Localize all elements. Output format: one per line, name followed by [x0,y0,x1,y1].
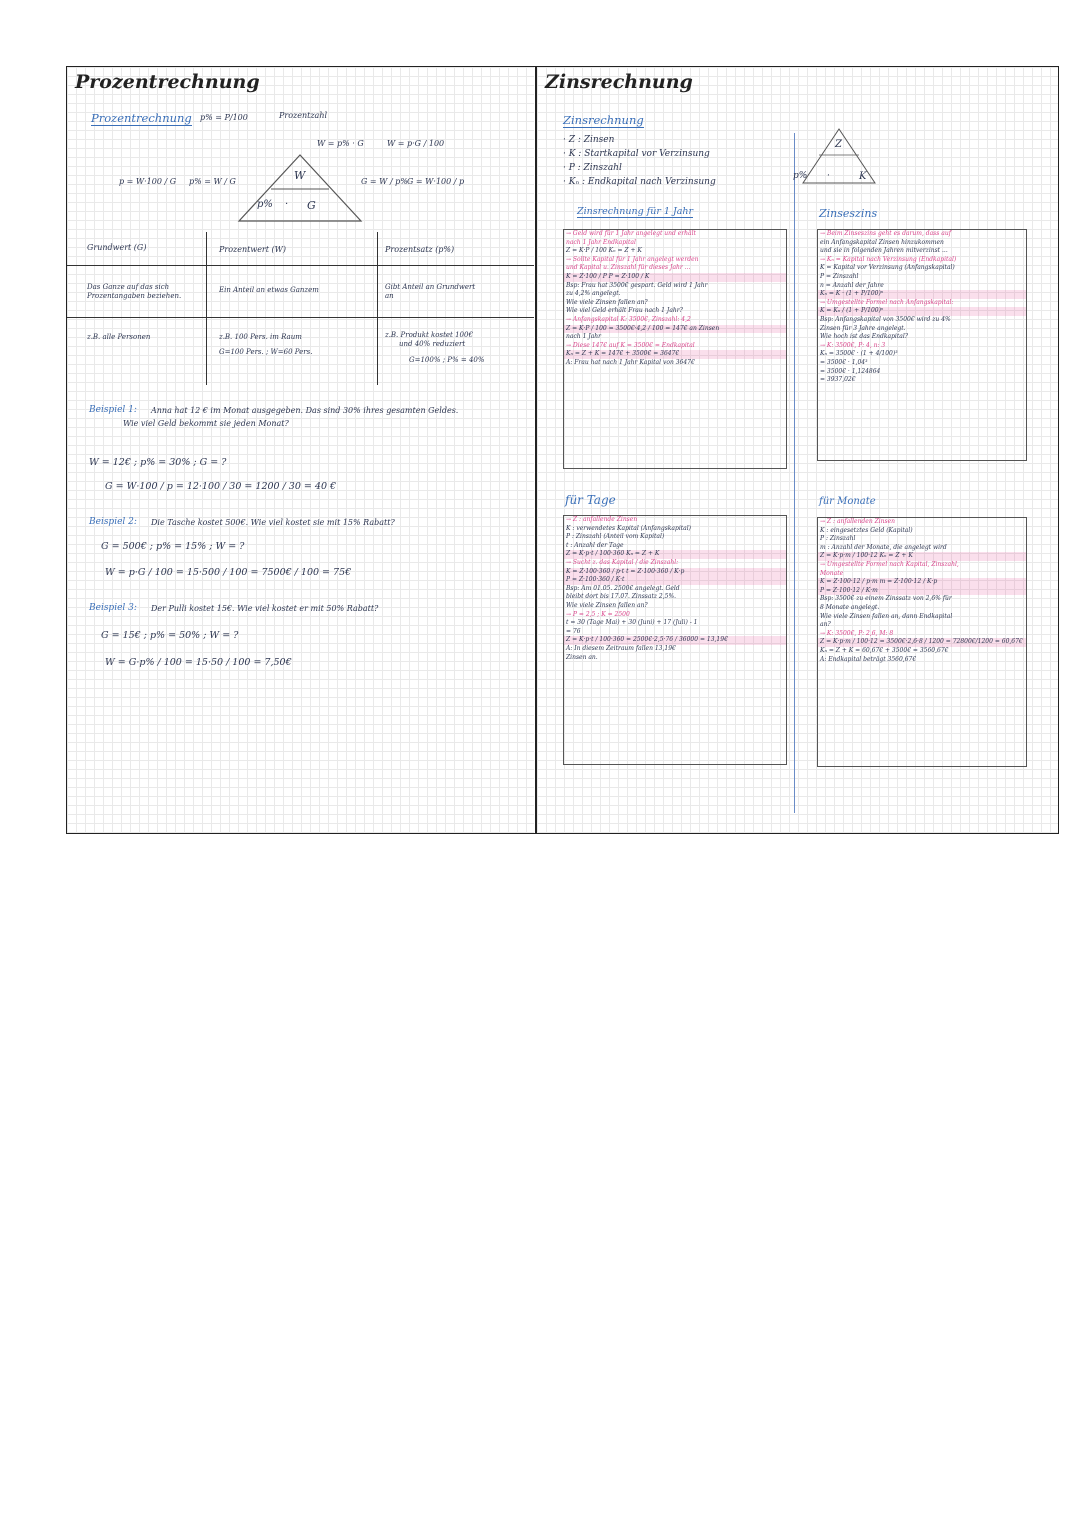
compound-heading: Zinseszins [819,207,878,220]
days-notes: → Z : anfallende Zinsen K : verwendetes Kapital (Anfangskapital) P : Zinszahl (Anteil vom Kapital) t : Anzahl der Tage Z = K·p·t / 100·360 Kₙ = Z + K → Sucht z. das Kapital / die Zinszahl: K = Z·100·360 / p·t t = Z·100·360 / K·p P = Z·100·360 / K·t Bsp: Am 01.05. 2500€ angelegt. Geld bleibt dort bis 17.07. Zinssatz 2,5%. Wie viele Zinsen fallen an? → P = 2,5 ; K = 2500 t = 30 (Tage Mai) + 30 (Juni) + 17 (Juli) - 1 = 76 Z = K·p·t / 100·360 = 2500€·2,5·76 / 36000 = 13,19€ A: In diesem Zeitraum fallen 13,19€ Zinsen an. [563,515,787,765]
table-cell: Gibt Anteil an Grundwert an [385,283,476,301]
page-title-percent: Prozentrechnung [75,71,260,93]
months-heading: für Monate [819,496,876,507]
days-heading: für Tage [565,493,616,507]
table-cell: z.B. Produkt kostet 100€ und 40% reduziert G=100% ; P% = 40% [385,331,485,364]
left-page-percent [67,67,534,833]
table-cell: Ein Anteil an etwas Ganzem [219,286,319,294]
compound-notes: → Beim Zinseszins geht es darum, dass auf ein Anfangskapital Zinsen hinzukommen und sie in folgenden Jahren mitverzinst ... → Kₙ = Kapital nach Verzinsung (Endkapital) K = Kapital vor Verzinsung (Anfangskapital) P = Zinszahl n = Anzahl der Jahre Kₙ = K · (1 + P/100)ⁿ → Umgestellte Formel nach Anfangskapital: K = Kₙ / (1 + P/100)ⁿ Bsp: Anfangskapital von 3500€ wird zu 4% Zinsen für 3 Jahre angelegt. Wie hoch ist das Endkapital? → K: 3500€, P: 4, n: 3 Kₙ = 3500€ · (1 + 4/100)³ = 3500€ · 1,04³ = 3500€ · 1,124864 = 3937,02€ [817,229,1027,461]
page-title-interest: Zinsrechnung [545,71,693,93]
table-header: Prozentwert (W) [219,245,286,254]
example-calc: W = G·p% / 100 = 15·50 / 100 = 7,50€ [105,657,292,668]
table-cell: z.B. 100 Pers. im Raum G=100 Pers. ; W=60 Pers. [219,333,313,357]
formula-main: p% = P/100 [200,113,248,122]
triangle-dot: · [285,199,289,210]
formula-g: G = W / p% [361,177,408,186]
column-rule [794,133,795,813]
example-title: Beispiel 3: [89,603,137,613]
table-divider [67,265,534,266]
example-text: Anna hat 12 € im Monat ausgegeben. Das sind 30% ihres gesamten Geldes. [151,406,459,415]
definitions-list: · Z : Zinsen · K : Startkapital vor Verzinsung · P : Zinszahl · Kₙ : Endkapital nach Verzinsung [563,135,716,187]
example-given: W = 12€ ; p% = 30% ; G = ? [89,457,227,468]
triangle-g: G [307,199,316,212]
example-title: Beispiel 2: [89,517,137,527]
compound-dot: · [827,171,830,181]
formula-heading: Prozentrechnung [91,111,192,125]
example-given: G = 500€ ; p% = 15% ; W = ? [101,541,245,552]
example-calc: G = W·100 / p = 12·100 / 30 = 1200 / 30 = 40 € [105,481,337,492]
zins-heading: Zinsrechnung [563,113,644,127]
compound-k: K [859,171,867,182]
formula-pct: p% = W / G [189,177,236,186]
formula-triangle [235,151,365,225]
formula-w: W = p% · G [317,139,364,148]
example-text: Die Tasche kostet 500€. Wie viel kostet sie mit 15% Rabatt? [151,518,395,527]
example-text: Wie viel Geld bekommt sie jeden Monat? [123,419,289,428]
table-header: Grundwert (G) [87,243,147,252]
compound-p: p% [793,171,808,181]
table-header: Prozentsatz (p%) [385,245,455,254]
formula-p: p = W·100 / G [119,177,177,186]
triangle-w: W [294,169,306,182]
example-title: Beispiel 1: [89,405,137,415]
compound-z: Z [835,139,842,150]
compound-triangle [799,125,879,187]
example-given: G = 15€ ; p% = 50% ; W = ? [101,630,239,641]
formula-w2: W = p·G / 100 [387,139,445,148]
year-heading: Zinsrechnung für 1 Jahr [577,206,694,217]
triangle-pct: p% [257,199,273,210]
table-divider [206,232,207,385]
table-divider [67,317,534,318]
year-notes: → Geld wird für 1 Jahr angelegt und erhält nach 1 Jahr Endkapital Z = K·P / 100 Kₙ = Z + K → Sollte Kapital für 1 Jahr angelegt werden und Kapital u. Zinszahl für dieses Jahr ... K = Z·100 / P P = Z·100 / K Bsp: Frau hat 3500€ gespart. Geld wird 1 Jahr zu 4,2% angelegt. Wie viele Zinsen fallen an? Wie viel Geld erhält Frau nach 1 Jahr? → Anfangskapital K: 3500€, Zinszahl: 4,2 Z = K·P / 100 = 3500€·4,2 / 100 = 147€ an Zinsen nach 1 Jahr → Diese 147€ auf K = 3500€ = Endkapital Kₙ = Z + K = 147€ + 3500€ = 3647€ A: Frau hat nach 1 Jahr Kapital von 3647€ [563,229,787,469]
right-page-interest [537,67,1058,833]
example-calc: W = p·G / 100 = 15·500 / 100 = 7500€ / 100 = 75€ [105,567,352,578]
table-cell: Das Ganze auf das sich Prozentangaben beziehen. [87,283,182,301]
table-divider [377,232,378,385]
months-notes: → Z : anfallenden Zinsen K : eingesetztes Geld (Kapital) P : Zinszahl m : Anzahl der Monate, die angelegt wird Z = K·p·m / 100·12 Kₙ = Z + K → Umgestellte Formel nach Kapital, Zinszahl, Monate K = Z·100·12 / p·m m = Z·100·12 / K·p P = Z·100·12 / K·m Bsp: 3500€ zu einem Zinssatz von 2,6% für 8 Monate angelegt. Wie viele Zinsen fallen an, dann Endkapital an? → K: 3500€, P: 2,6, M: 8 Z = K·p·m / 100·12 = 3500€·2,6·8 / 1200 = 72800€/1200 = 60,67€ Kₙ = Z + K = 60,67€ + 3500€ = 3560,67€ A: Endkapital beträgt 3560,67€ [817,517,1027,767]
formula-label: Prozentzahl [279,111,328,120]
example-text: Der Pulli kostet 15€. Wie viel kostet er mit 50% Rabatt? [151,604,379,613]
formula-g2: G = W·100 / p [407,177,465,186]
table-cell: z.B. alle Personen [87,333,151,341]
